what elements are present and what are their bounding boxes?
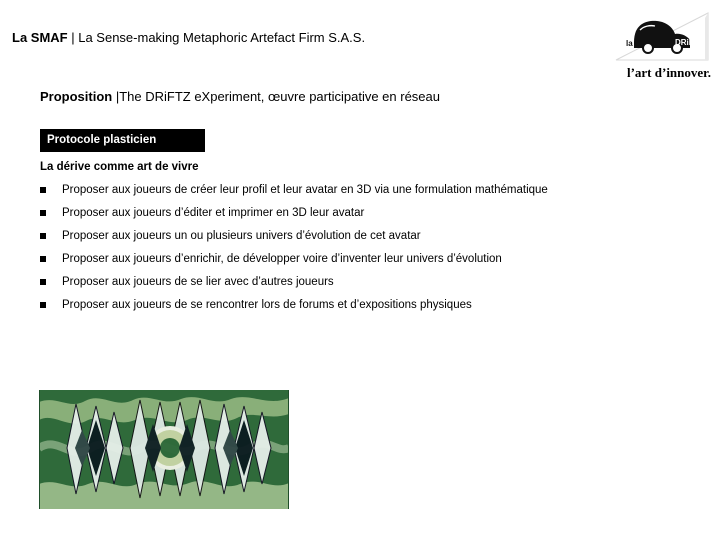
proposition-heading: [40, 89, 440, 104]
proposition-label: Proposition: [40, 89, 113, 104]
brand-name: La SMAF: [12, 30, 68, 45]
section-subheading: La dérive comme art de vivre: [40, 161, 199, 173]
company-name: La Sense-making Metaphoric Artefact Firm S.A.S.: [78, 30, 366, 45]
driftz-logo-icon: [614, 10, 710, 65]
bullet-text: Proposer aux joueurs de se rencontrer lors de forums et d’expositions physiques: [62, 299, 472, 311]
symmetric-avatar-artwork: [39, 390, 289, 509]
square-bullet-icon: [40, 210, 46, 216]
bullet-text: Proposer aux joueurs de se lier avec d’autres joueurs: [62, 276, 334, 288]
bullet-text: Proposer aux joueurs d’enrichir, de développer voire d’inventer leur univers d’évolution: [62, 253, 502, 265]
square-bullet-icon: [40, 187, 46, 193]
header-title: [12, 30, 365, 45]
square-bullet-icon: [40, 233, 46, 239]
bullet-text: Proposer aux joueurs d’éditer et imprimer en 3D leur avatar: [62, 207, 365, 219]
proposition-text: |The DRiFTZ eXperiment, œuvre participative en réseau: [112, 89, 440, 104]
square-bullet-icon: [40, 256, 46, 262]
bullet-text: Proposer aux joueurs de créer leur profil et leur avatar en 3D via une formulation mathématique: [62, 184, 548, 196]
logo-prefix: la: [626, 39, 633, 48]
header-separator: |: [67, 30, 79, 45]
square-bullet-icon: [40, 279, 46, 285]
logo-main-text: DRiFTZ: [675, 38, 704, 47]
company-tagline: l’art d’innover.: [626, 65, 711, 80]
square-bullet-icon: [40, 302, 46, 308]
section-label: Protocole plasticien: [40, 129, 205, 152]
bullet-text: Proposer aux joueurs un ou plusieurs univers d’évolution de cet avatar: [62, 230, 421, 242]
